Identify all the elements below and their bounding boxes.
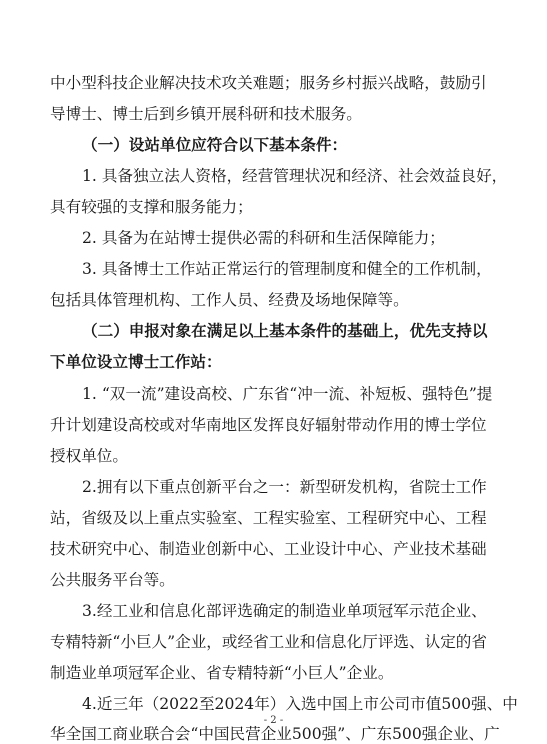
body-line-20: 制造业单项冠军企业、省专精特新“小巨人”企业。 <box>50 664 394 682</box>
body-line-14: 2.拥有以下重点创新平台之一：新型研发机构，省院士工作 <box>82 478 487 496</box>
page-number: - 2 - <box>263 715 284 726</box>
body-line-15: 站，省级及以上重点实验室、工程实验室、工程研究中心、工程 <box>50 509 487 527</box>
body-line-11: 1. “双一流”建设高校、广东省“冲一流、补短板、强特色”提 <box>82 385 493 403</box>
body-line-13: 授权单位。 <box>50 447 128 465</box>
section-heading-2-cont: 下单位设立博士工作站： <box>50 352 222 371</box>
body-line-4: 1. 具备独立法人资格，经营管理状况和经济、社会效益良好， <box>82 167 508 185</box>
body-line-19: 专精特新“小巨人”企业，或经省工业和信息化厅评选、认定的省 <box>50 633 487 651</box>
body-line-22: 华全国工商业联合会“中国民营企业500强”、广东500强企业、广 <box>50 725 500 743</box>
section-heading-2: （二）申报对象在满足以上基本条件的基础上，优先支持以 <box>82 321 488 340</box>
body-line-8: 包括具体管理机构、工作人员、经费及场地保障等。 <box>50 291 409 309</box>
body-line-17: 公共服务平台等。 <box>50 571 175 589</box>
body-line-2: 导博士、博士后到乡镇开展科研和技术服务。 <box>50 105 362 123</box>
body-line-7: 3. 具备博士工作站正常运行的管理制度和健全的工作机制， <box>82 260 492 278</box>
body-line-18: 3.经工业和信息化部评选确定的制造业单项冠军示范企业、 <box>82 602 487 620</box>
body-line-16: 技术研究中心、制造业创新中心、工业设计中心、产业技术基础 <box>50 540 487 558</box>
body-line-21: 4.近三年（2022至2024年）入选中国上市公司市值500强、中 <box>82 695 518 713</box>
body-line-1: 中小型科技企业解决技术攻关难题；服务乡村振兴战略，鼓励引 <box>50 74 487 92</box>
body-line-5: 具有较强的支撑和服务能力； <box>50 198 253 216</box>
section-heading-1: （一）设站单位应符合以下基本条件： <box>82 135 348 154</box>
body-line-12: 升计划建设高校或对华南地区发挥良好辐射带动作用的博士学位 <box>50 416 487 434</box>
body-line-6: 2. 具备为在站博士提供必需的科研和生活保障能力； <box>82 229 445 247</box>
